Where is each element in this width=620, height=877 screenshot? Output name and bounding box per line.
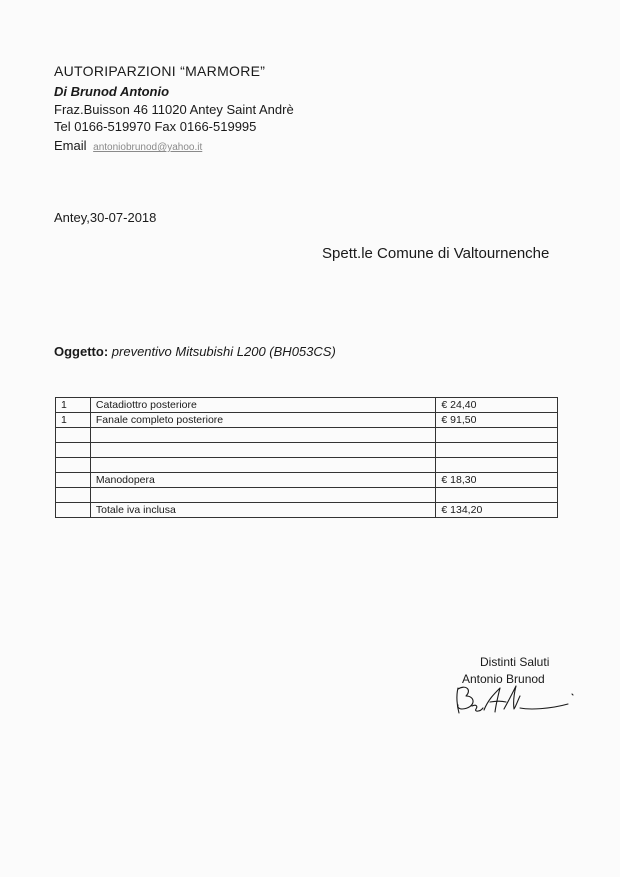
email-link[interactable]: antoniobrunod@yahoo.it xyxy=(93,142,203,153)
desc-cell xyxy=(90,443,436,458)
company-name: AUTORIPARZIONI “MARMORE” xyxy=(54,63,266,79)
table-row xyxy=(56,503,558,518)
desc-cell: Fanale completo posteriore xyxy=(90,413,436,428)
desc-cell: Totale iva inclusa xyxy=(90,503,436,518)
email-row xyxy=(54,136,202,157)
qty-cell xyxy=(56,428,91,443)
quote-table xyxy=(55,397,558,518)
desc-cell xyxy=(90,428,436,443)
price-cell xyxy=(436,443,558,458)
table-row xyxy=(56,413,558,428)
table-row xyxy=(56,443,558,458)
recipient: Spett.le Comune di Valtournenche xyxy=(322,245,550,262)
price-cell: € 91,50 xyxy=(436,413,558,428)
place-date: Antey,30-07-2018 xyxy=(54,210,157,225)
table-row xyxy=(56,428,558,443)
table-row xyxy=(56,398,558,413)
closing-greeting: Distinti Saluti xyxy=(480,655,550,669)
price-cell xyxy=(436,488,558,503)
subject-label: Oggetto: xyxy=(54,344,109,359)
qty-cell xyxy=(56,458,91,473)
price-cell xyxy=(436,428,558,443)
qty-cell xyxy=(56,443,91,458)
price-cell: € 24,40 xyxy=(436,398,558,413)
signature-icon xyxy=(450,682,580,718)
desc-cell xyxy=(90,488,436,503)
company-address: Fraz.Buisson 46 11020 Antey Saint Andrè xyxy=(54,102,294,117)
qty-cell: 1 xyxy=(56,413,91,428)
qty-cell xyxy=(56,473,91,488)
desc-cell xyxy=(90,458,436,473)
price-cell: € 18,30 xyxy=(436,473,558,488)
price-cell xyxy=(436,458,558,473)
email-label: Email xyxy=(54,138,87,153)
table-row xyxy=(56,458,558,473)
qty-cell xyxy=(56,503,91,518)
subject-text: preventivo Mitsubishi L200 (BH053CS) xyxy=(111,344,336,359)
subject-line xyxy=(54,342,336,361)
company-phones: Tel 0166-519970 Fax 0166-519995 xyxy=(54,119,257,134)
owner-name: Di Brunod Antonio xyxy=(54,84,170,99)
handwritten-signature xyxy=(450,682,580,723)
desc-cell: Manodopera xyxy=(90,473,436,488)
signer-name: Antonio Brunod xyxy=(462,672,545,686)
price-cell: € 134,20 xyxy=(436,503,558,518)
table-row xyxy=(56,473,558,488)
desc-cell: Catadiottro posteriore xyxy=(90,398,436,413)
qty-cell xyxy=(56,488,91,503)
qty-cell: 1 xyxy=(56,398,91,413)
table-row xyxy=(56,488,558,503)
